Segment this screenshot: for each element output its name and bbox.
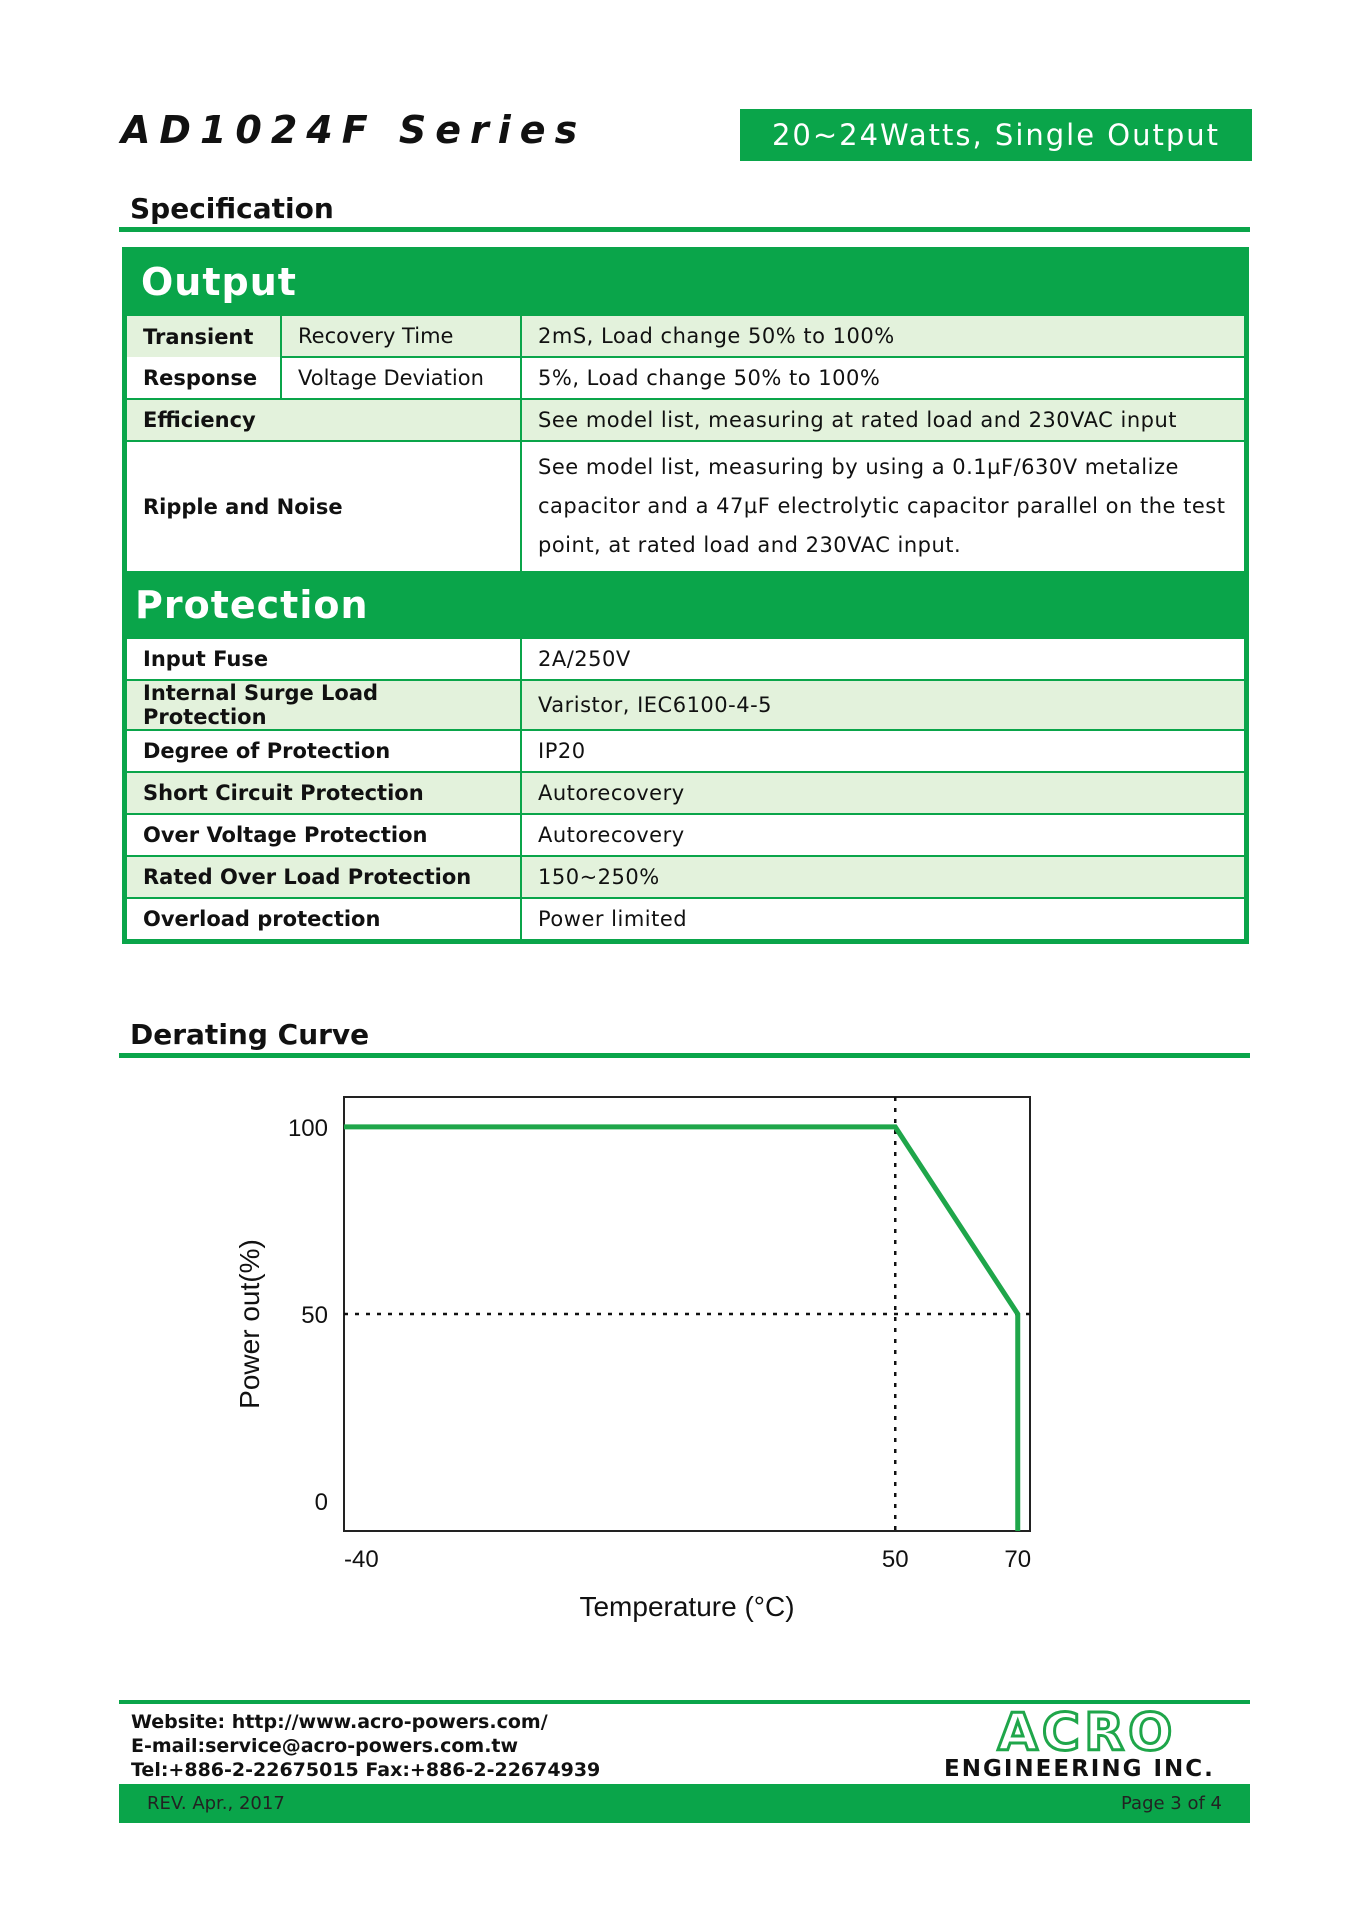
row-label: Voltage Deviation (281, 357, 521, 399)
row-label: Over Voltage Protection (126, 814, 521, 856)
row-group-label: Transient (126, 315, 281, 357)
footer-bar (119, 1784, 1250, 1823)
email-text: E-mail:service@acro-powers.com.tw (131, 1735, 519, 1757)
row-label: Efficiency (126, 399, 521, 441)
value-line: See model list, measuring by using a 0.1µF/630V metalize (538, 455, 1179, 479)
y-tick-label: 100 (287, 1114, 328, 1142)
footer-rule (119, 1700, 1250, 1704)
row-label: Recovery Time (281, 315, 521, 357)
output-badge: 20~24Watts, Single Output (740, 109, 1252, 161)
revision-text: REV. Apr., 2017 (147, 1793, 285, 1814)
y-tick-label: 50 (301, 1302, 328, 1329)
row-value: 150~250% (521, 856, 1245, 898)
x-tick-label: -40 (344, 1546, 379, 1573)
tel-fax-text: Tel:+886-2-22675015 Fax:+886-2-22674939 (131, 1759, 601, 1781)
row-label: Short Circuit Protection (126, 772, 521, 814)
row-label: Degree of Protection (126, 730, 521, 772)
row-label: Input Fuse (126, 638, 521, 680)
row-value: Varistor, IEC6100-4-5 (521, 680, 1245, 730)
row-value: Autorecovery (521, 814, 1245, 856)
x-tick-label: 70 (1004, 1546, 1032, 1573)
specification-heading: Specification (130, 192, 334, 225)
row-label: Overload protection (126, 898, 521, 940)
series-title: AD1024F Series (121, 108, 587, 152)
row-value: 2mS, Load change 50% to 100% (521, 315, 1245, 357)
logo-subtitle: ENGINEERING INC. (944, 1756, 1215, 1782)
footer-contact (131, 1710, 600, 1782)
row-value: 5%, Load change 50% to 100% (521, 357, 1245, 399)
x-axis-label: Temperature (°C) (579, 1591, 795, 1622)
row-value: Power limited (521, 898, 1245, 940)
derating-heading: Derating Curve (130, 1018, 370, 1051)
row-group-label: Response (126, 357, 281, 399)
website-text: Website: http://www.acro-powers.com/ (131, 1711, 548, 1733)
row-label: Internal Surge Load Protection (126, 680, 521, 730)
row-value: 2A/250V (521, 638, 1245, 680)
y-tick-label: 0 (314, 1489, 328, 1517)
row-value: Autorecovery (521, 772, 1245, 814)
output-band: Output (125, 250, 1246, 314)
value-line: point, at rated load and 230VAC input. (538, 533, 962, 557)
row-value: IP20 (521, 730, 1245, 772)
row-value: See model list, measuring at rated load and 230VAC input (521, 399, 1245, 441)
protection-band: Protection (125, 573, 1246, 637)
derating-curve-line (344, 1127, 1018, 1531)
logo-wordmark: ACRO (997, 1706, 1177, 1758)
row-label: Ripple and Noise (126, 441, 521, 572)
x-tick-label: 50 (881, 1546, 909, 1573)
acro-logo (935, 1706, 1240, 1758)
value-line: capacitor and a 47µF electrolytic capacitor parallel on the test (538, 494, 1226, 518)
page-number: Page 3 of 4 (1121, 1793, 1222, 1814)
y-axis-label: Power out(%) (234, 1239, 265, 1409)
row-label: Rated Over Load Protection (126, 856, 521, 898)
